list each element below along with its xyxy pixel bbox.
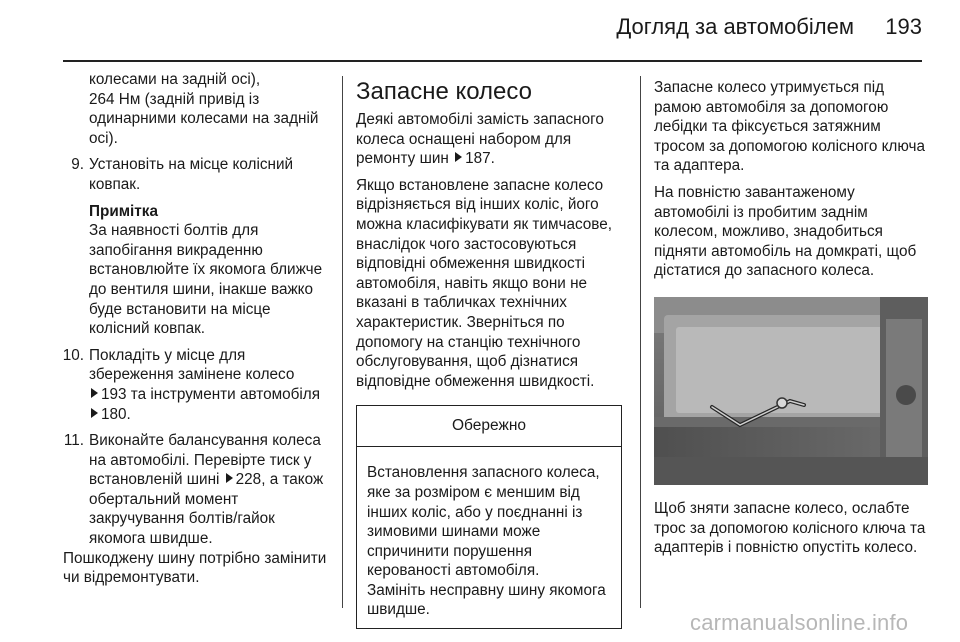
paragraph-winch: Запасне колесо утримується під рамою автомобіля за допомогою лебідки та фіксується затяжним тросом за допомогою колісного ключа та адаптера. bbox=[654, 79, 925, 175]
step-11-number: 11. bbox=[63, 432, 84, 450]
paragraph-jack: На повністю завантаженому автомобілі із пробитим заднім колесом, можливо, знадобиться підняти автомобіль на домкраті, щоб дістатися до запасного колеса. bbox=[654, 183, 917, 280]
step-11-ref[interactable]: 228, bbox=[235, 471, 266, 489]
warning-body bbox=[357, 447, 621, 628]
warning-box bbox=[356, 405, 622, 629]
continued-text-1: колесами на задній осі), bbox=[89, 71, 261, 88]
step-10-number: 10. bbox=[62, 346, 84, 364]
spare-wheel-illustration bbox=[654, 297, 928, 485]
step-9-text: Установіть на місце колісний ковпак. bbox=[89, 156, 294, 193]
section-title: Запасне колесо bbox=[356, 78, 533, 105]
column-divider-left bbox=[342, 76, 343, 608]
step-11-text-a: Виконайте балансування колеса на автомобілі. Перевірте тиск у встановленій шині bbox=[89, 432, 321, 489]
step-9 bbox=[63, 155, 331, 194]
column-2 bbox=[356, 78, 626, 629]
reference-arrow-icon bbox=[226, 473, 233, 483]
step-9-number: 9. bbox=[71, 156, 84, 174]
step-11-text-b: а також обертальний момент закручування болтів/гайок якомога швидше. bbox=[89, 471, 324, 548]
continued-text-2: 264 Нм (задній привід із одинарними колесами на задній осі). bbox=[89, 90, 319, 147]
page-number: 193 bbox=[885, 14, 922, 39]
column-3 bbox=[654, 78, 926, 558]
closing-paragraph: Пошкоджену шину потрібно замінити чи відремонтувати. bbox=[63, 549, 327, 587]
step-10 bbox=[63, 346, 331, 424]
column-divider-right bbox=[640, 76, 641, 608]
paragraph-temporary-wheel: Якщо встановлене запасне колесо відрізняється від інших коліс, його можна класифікувати як тимчасове, внаслідок чого застосовуються відповідні обмеження швидкості автомобіля, навіть якщо вони не вказані в табличках технічних характеристик. Зверніться по допомогу на станцію технічного обслуговування, щоб дізнатися відповідне обмеження швидкості. bbox=[356, 176, 613, 390]
repair-kit-ref[interactable]: 187. bbox=[465, 150, 495, 168]
warning-text-2: Замініть несправну шину якомога швидше. bbox=[367, 581, 606, 619]
column-1 bbox=[63, 70, 331, 588]
page-title: Догляд за автомобілем bbox=[616, 14, 854, 39]
spare-wheel-photo bbox=[654, 297, 928, 485]
watermark: carmanualsonline.info bbox=[690, 610, 909, 635]
step-10-ref-b[interactable]: 180. bbox=[101, 405, 131, 423]
reference-arrow-icon bbox=[91, 388, 98, 398]
paragraph-repair-kit bbox=[356, 110, 626, 169]
page-header bbox=[0, 0, 960, 62]
step-10-text: Покладіть у місце для збереження замінене колесо bbox=[89, 346, 295, 384]
paragraph-remove-wheel: Щоб зняти запасне колесо, ослабте трос за допомогою колісного ключа та адаптерів і повністю опустіть колесо. bbox=[654, 499, 926, 557]
note-block bbox=[63, 202, 331, 339]
paragraph-repair-kit-text: Деякі автомобілі замість запасного колеса оснащені набором для ремонту шин bbox=[356, 111, 604, 168]
header-rule bbox=[63, 60, 922, 62]
reference-arrow-icon bbox=[455, 152, 462, 162]
note-title: Примітка bbox=[89, 202, 158, 220]
step-11 bbox=[63, 431, 331, 549]
warning-title: Обережно bbox=[357, 406, 621, 447]
note-text: За наявності болтів для запобігання викраденню встановлюйте їх якомога ближче до вентиля шини, інакше важко буде встановити на місце колісний ковпак. bbox=[89, 222, 323, 338]
reference-arrow-icon bbox=[91, 408, 98, 418]
step-10-ref-a[interactable]: 193 та інструменти автомобіля bbox=[101, 385, 320, 403]
warning-text-1: Встановлення запасного колеса, яке за розміром є меншим від інших коліс, або у поєднанні із зимовими шинами може спричинити порушення керованості автомобіля. bbox=[367, 464, 600, 580]
